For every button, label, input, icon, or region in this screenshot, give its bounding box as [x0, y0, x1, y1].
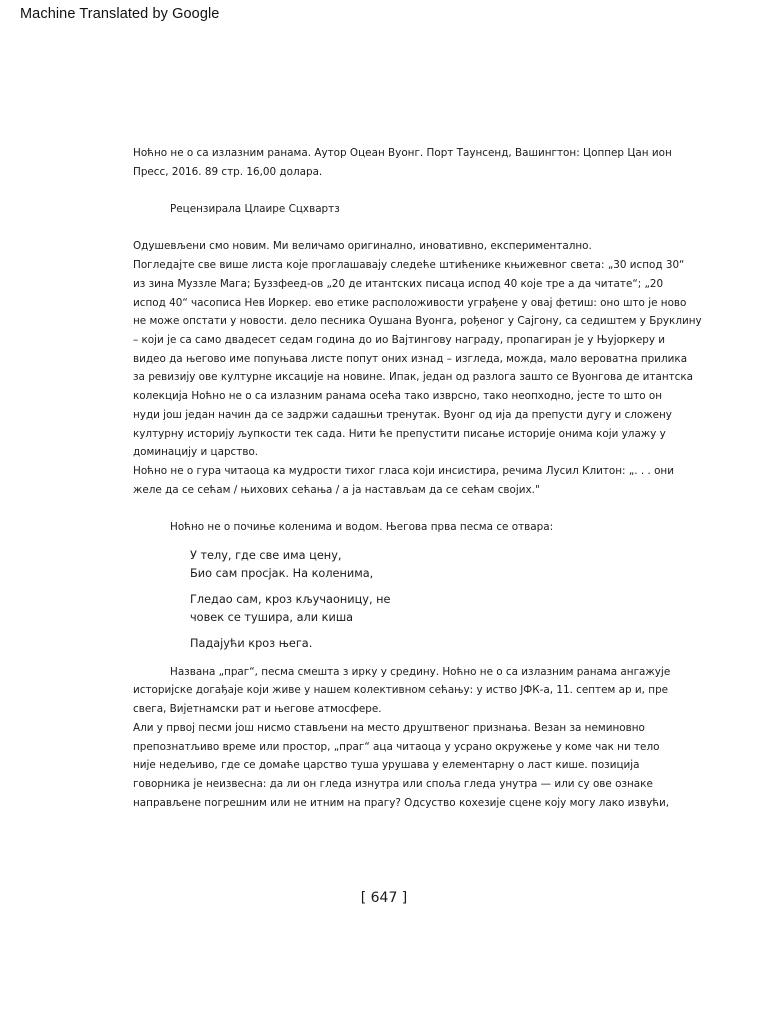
text-line: Названа „праг“, песма смешта з ирку у средину. Ноћно не о са излазним ранама ангажује [170, 665, 671, 678]
text-line: није недељиво, где се домаће царство туша урушава у елементарну о ласт кише. позиција [133, 759, 640, 772]
citation [133, 144, 678, 181]
document-page [133, 144, 702, 812]
paragraph-analysis [133, 663, 678, 813]
text-line: не може опстати у новости. дело песника Оушана Вуонга, рођеног у Сајгону, са седиштем у Бруклину [133, 315, 702, 328]
text-line: направљене погрешним или не итним на прагу? Одсуство кохезије сцене коју могу лако извући, [133, 796, 670, 809]
text-line: Погледајте све више листа које проглашавају следеће штићенике књижевног света: „30 испод 30“ [133, 259, 685, 272]
poem-line: човек се туширa, али киша [190, 610, 354, 624]
citation-line: Пресс, 2016. 89 стр. 16,00 долара. [133, 165, 323, 178]
text-line: видео да његово име попуњава листе попут оних изнад – изгледа, можда, мало вероватна прилика [133, 352, 688, 365]
citation-line: Ноћно не о са излазним ранама. Аутор Оцеан Вуонг. Порт Таунсенд, Вашингтон: Цоппер Цан ион [133, 147, 672, 159]
text-line: желе да се сећам / њихових сећања / а ја настављам да се сећам својих." [133, 483, 540, 496]
text-line: испод 40“ часописа Нев Иоркер. ево етике расположивости уграђене у овај фетиш: оно што је ново [133, 296, 687, 309]
text-line: нуди још један начин да се задржи садашњи тренутак. Вуонг од ија да препусти дугу и сложену [133, 408, 672, 421]
text-line: историјске догађаје који живе у нашем колективном сећању: у иство ЈФК-а, 11. септем ар и, пре [133, 684, 669, 697]
text-line: препознатљиво време или простор, „праг“ аца читаоца у усрано окружење у коме чак ни тело [133, 740, 660, 753]
text-line: колекција Ноћно не о са излазним ранама осећа тако изврсно, тако неопходно, јесте то што он [133, 390, 663, 403]
text-line: – који је са само двадесет седам година до ио Вајтингову награду, пропагиран је у Њујоркеру и [133, 334, 666, 346]
poem-line: Гледао сам, кроз кључаоницу, не [190, 592, 391, 606]
machine-translation-banner: Machine Translated by Google [20, 6, 220, 22]
reviewer-line: Рецензирала Цлаире Сцхвартз [170, 203, 340, 216]
page-number: [ 647 ] [360, 890, 408, 906]
text-line: Одушевљени смо новим. Ми величамо оригинално, иновативно, експериментално. [133, 240, 592, 253]
text-line: доминацију и царство. [133, 446, 259, 459]
text-line: Ноћно не о гура читаоца ка мудрости тихог гласа који инсистира, речима Лусил Клитон: „. . . они [133, 464, 674, 477]
text-line: свега, Вијетнамски рат и његове атмосфере. [133, 703, 382, 716]
poem-line: Падајући кроз њега. [190, 636, 313, 650]
text-line: из зина Муззле Мага; Буззфеед-ов „20 де итантских писаца испод 40 које тре а да читате“; „20 [133, 277, 664, 290]
poem-line: Био сам просјак. На коленима, [190, 566, 374, 580]
paragraph-intro [133, 237, 702, 499]
text-line: говорника је неизвесна: да ли он гледа изнутра или споља гледа унутра — или су ове ознаке [133, 777, 653, 790]
text-line: за ревизију ове културне иксације на новине. Ипак, један од разлога зашто се Вуонгова де итантска [133, 371, 694, 384]
text-line: културну историју љупкости тек сада. Нити ће препустити писање историје онима који улажу у [133, 427, 666, 440]
text-line: Али у првој песми још нисмо стављени на место друштвеног признања. Везан за неминовно [133, 721, 645, 734]
poem-intro-line: Ноћно не о почиње коленима и водом. Његова прва песма се отвара: [170, 521, 554, 534]
poem-line: У телу, где све има цену, [190, 548, 342, 562]
poem-excerpt [133, 547, 678, 653]
